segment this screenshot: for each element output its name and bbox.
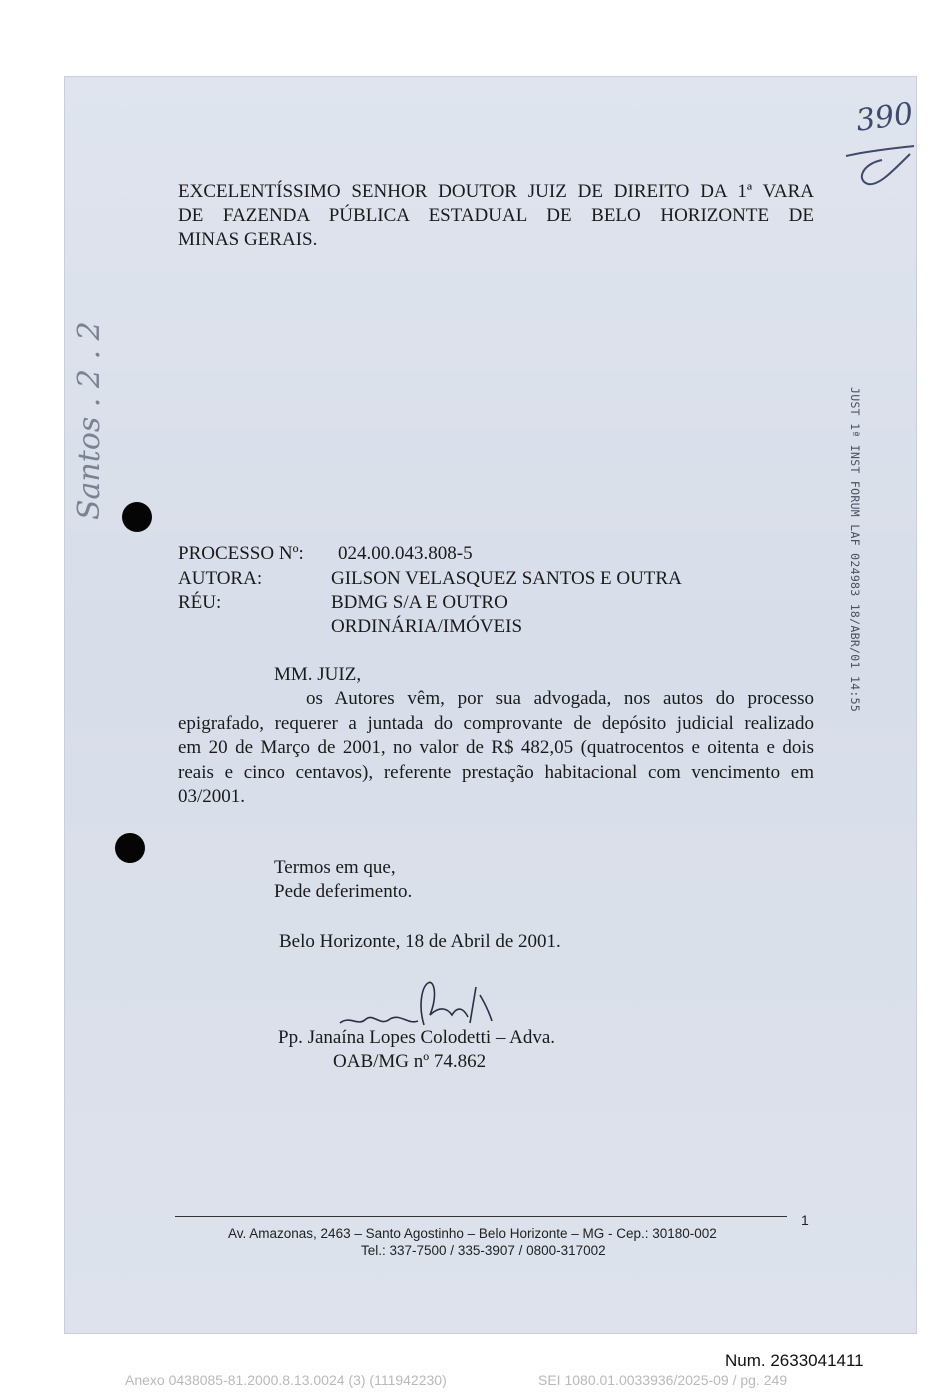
sei-reference: SEI 1080.01.0033936/2025-09 / pg. 249	[538, 1372, 788, 1388]
page-number: 1	[801, 1212, 809, 1228]
closing-line-1: Termos em que,	[274, 857, 396, 878]
body-line-1: os Autores vêm, por sua advogada, nos autos do processo	[306, 688, 814, 709]
binder-hole-top	[122, 502, 152, 532]
heading-line-3: MINAS GERAIS.	[178, 229, 318, 250]
oab-number: OAB/MG nº 74.862	[333, 1051, 487, 1072]
reu-value: BDMG S/A E OUTRO	[331, 592, 508, 613]
footer-address: Av. Amazonas, 2463 – Santo Agostinho – Belo Horizonte – MG - Cep.: 30180-002	[228, 1226, 717, 1241]
footer-divider	[175, 1216, 787, 1217]
body-line-2: epigrafado, requerer a juntada do comprovante de depósito judicial realizado	[178, 712, 814, 734]
processo-label: PROCESSO Nº:	[178, 543, 304, 564]
tipo-value: ORDINÁRIA/IMÓVEIS	[331, 616, 523, 637]
heading-line-2: DE FAZENDA PÚBLICA ESTADUAL DE BELO HORIZONTE DE	[178, 205, 814, 226]
protocol-stamp: JUST 1ª INST FORUM LAF 024983 18/ABR/01 14:55	[848, 387, 862, 713]
heading-line-1: EXCELENTÍSSIMO SENHOR DOUTOR JUIZ DE DIREITO DA 1ª VARA	[178, 181, 814, 202]
sheet-number-handwritten: 390	[853, 96, 916, 139]
signatory-line: Pp. Janaína Lopes Colodetti – Adva.	[278, 1027, 556, 1048]
autora-value: GILSON VELASQUEZ SANTOS E OUTRA	[331, 568, 682, 589]
document-heading	[178, 180, 814, 252]
closing-line-2: Pede deferimento.	[274, 881, 413, 902]
body-paragraph	[178, 687, 814, 810]
binder-hole-bottom	[115, 833, 145, 863]
margin-note-handwritten: Santos . 2 . 2	[72, 321, 107, 520]
document-num-id: Num. 2633041411	[725, 1351, 864, 1370]
footer-phone: Tel.: 337-7500 / 335-3907 / 0800-317002	[361, 1243, 606, 1258]
body-line-4: reais e cinco centavos), referente prestação habitacional com vencimento em	[178, 761, 814, 783]
reu-label: RÉU:	[178, 592, 222, 613]
sheet-number-flourish	[842, 138, 918, 190]
place-date: Belo Horizonte, 18 de Abril de 2001.	[279, 931, 561, 952]
body-line-3: em 20 de Março de 2001, no valor de R$ 482,05 (quatrocentos e oitenta e dois	[178, 737, 814, 758]
autora-label: AUTORA:	[178, 568, 263, 589]
annex-reference: Anexo 0438085-81.2000.8.13.0024 (3) (111942230)	[125, 1372, 447, 1388]
processo-value: 024.00.043.808-5	[338, 543, 473, 564]
body-line-5: 03/2001.	[178, 786, 246, 807]
salutation: MM. JUIZ,	[274, 664, 362, 685]
